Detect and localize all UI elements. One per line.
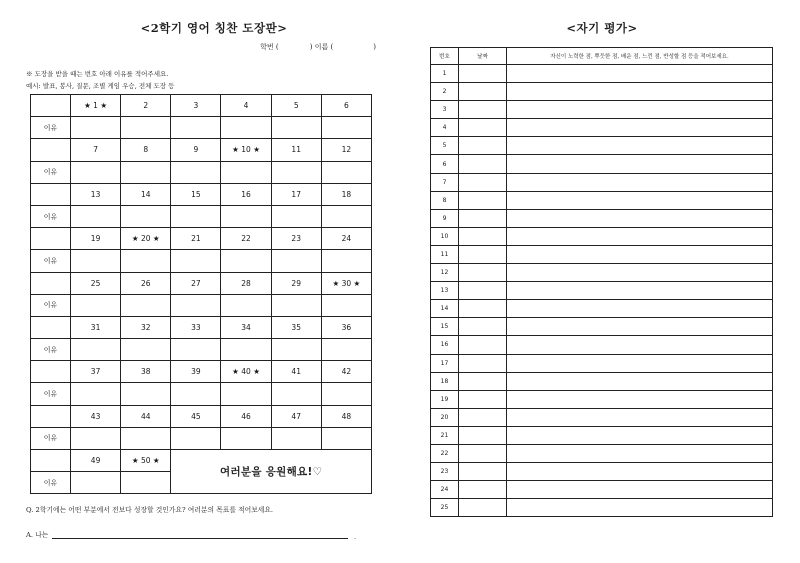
stamp-number-cell: 24 [321,228,371,250]
stamp-number-row [31,405,372,427]
stamp-number-cell: ★ 10 ★ [221,139,271,161]
date-cell[interactable] [459,354,507,372]
date-cell[interactable] [459,155,507,173]
evaluation-row [431,336,773,354]
table-header-row [431,48,773,65]
date-cell[interactable] [459,101,507,119]
header-date: 날짜 [459,48,507,65]
reason-label: 이유 [31,383,71,405]
stamp-number-cell: 15 [171,183,221,205]
stamp-number-cell: 2 [121,95,171,117]
stamp-number-cell: 22 [221,228,271,250]
stamp-number-cell: 46 [221,405,271,427]
stamp-number-cell: 43 [71,405,121,427]
row-number: 13 [431,282,459,300]
reason-row [31,250,372,272]
reason-cell[interactable] [221,427,271,449]
date-cell[interactable] [459,300,507,318]
row-number: 14 [431,300,459,318]
stamp-number-cell: ★ 30 ★ [321,272,371,294]
header-number: 번호 [431,48,459,65]
row-label-blank [31,139,71,161]
stamp-number-cell: ★ 50 ★ [121,450,171,472]
stamp-number-row [31,228,372,250]
row-number: 17 [431,354,459,372]
stamp-number-cell: 3 [171,95,221,117]
row-number: 1 [431,65,459,83]
date-cell[interactable] [459,137,507,155]
reason-row [31,383,372,405]
row-number: 2 [431,83,459,101]
evaluation-row [431,463,773,481]
stamp-number-row [31,183,372,205]
evaluation-row [431,444,773,462]
stamp-number-row [31,272,372,294]
stamp-number-cell: 11 [271,139,321,161]
reflection-cell[interactable] [507,65,773,83]
date-cell[interactable] [459,83,507,101]
row-number: 25 [431,499,459,517]
reflection-cell[interactable] [507,227,773,245]
reflection-cell[interactable] [507,481,773,499]
reflection-cell[interactable] [507,354,773,372]
reflection-cell[interactable] [507,372,773,390]
reflection-cell[interactable] [507,444,773,462]
answer-prefix: A. 나는 [26,531,49,539]
date-cell[interactable] [459,408,507,426]
reason-cell[interactable] [171,427,221,449]
stamp-number-cell: 17 [271,183,321,205]
reflection-cell[interactable] [507,119,773,137]
evaluation-row [431,426,773,444]
row-number: 10 [431,227,459,245]
stamp-number-cell: 25 [71,272,121,294]
row-number: 12 [431,264,459,282]
reason-cell[interactable] [271,117,321,139]
reason-label: 이유 [31,472,71,494]
reason-cell[interactable] [121,383,171,405]
evaluation-row [431,264,773,282]
header-reflection: 자신이 노력한 점, 뿌듯한 점, 배운 점, 느낀 점, 반성할 점 등을 적어보세요. [507,48,773,65]
evaluation-row [431,245,773,263]
reason-label: 이유 [31,294,71,316]
stamp-number-cell: 41 [271,361,321,383]
evaluation-row [431,227,773,245]
row-number: 21 [431,426,459,444]
row-label-blank [31,316,71,338]
date-cell[interactable] [459,463,507,481]
stamp-number-cell: 6 [321,95,371,117]
reason-cell[interactable] [121,472,171,494]
reason-cell[interactable] [321,250,371,272]
reason-cell[interactable] [271,161,321,183]
reflection-cell[interactable] [507,245,773,263]
reason-cell[interactable] [71,205,121,227]
evaluation-row [431,300,773,318]
date-cell[interactable] [459,65,507,83]
reason-cell[interactable] [321,117,371,139]
reason-cell[interactable] [171,250,221,272]
reason-cell[interactable] [221,383,271,405]
row-number: 6 [431,155,459,173]
stamp-number-cell: 21 [171,228,221,250]
stamp-number-row [31,450,372,472]
date-cell[interactable] [459,282,507,300]
reflection-cell[interactable] [507,390,773,408]
stamp-number-cell: 18 [321,183,371,205]
date-cell[interactable] [459,191,507,209]
reflection-cell[interactable] [507,318,773,336]
reason-cell[interactable] [321,339,371,361]
reflection-cell[interactable] [507,336,773,354]
reason-row [31,161,372,183]
reason-cell[interactable] [221,205,271,227]
reason-cell[interactable] [71,472,121,494]
reason-cell[interactable] [321,383,371,405]
reason-label: 이유 [31,117,71,139]
reflection-cell[interactable] [507,155,773,173]
stamp-number-cell: 48 [321,405,371,427]
stamp-number-cell: 12 [321,139,371,161]
row-number: 4 [431,119,459,137]
reason-cell[interactable] [221,339,271,361]
date-cell[interactable] [459,318,507,336]
row-number: 16 [431,336,459,354]
row-label-blank [31,228,71,250]
date-cell[interactable] [459,336,507,354]
reason-cell[interactable] [171,294,221,316]
reason-cell[interactable] [271,339,321,361]
date-cell[interactable] [459,390,507,408]
evaluation-row [431,155,773,173]
row-label-blank [31,183,71,205]
date-cell[interactable] [459,372,507,390]
stamp-number-cell: 8 [121,139,171,161]
stamp-number-cell: ★ 20 ★ [121,228,171,250]
reason-cell[interactable] [71,383,121,405]
reason-cell[interactable] [271,427,321,449]
row-number: 8 [431,191,459,209]
date-cell[interactable] [459,264,507,282]
reason-label: 이유 [31,205,71,227]
stamp-number-cell: 19 [71,228,121,250]
evaluation-row [431,481,773,499]
reason-cell[interactable] [121,339,171,361]
evaluation-row [431,209,773,227]
reflection-cell[interactable] [507,191,773,209]
stamp-number-row [31,139,372,161]
evaluation-row [431,408,773,426]
date-cell[interactable] [459,499,507,517]
stamp-number-cell: ★ 40 ★ [221,361,271,383]
reflection-cell[interactable] [507,408,773,426]
reason-cell[interactable] [321,294,371,316]
row-number: 3 [431,101,459,119]
reason-row [31,339,372,361]
stamp-number-cell: 27 [171,272,221,294]
reason-cell[interactable] [71,117,121,139]
row-number: 15 [431,318,459,336]
evaluation-row [431,65,773,83]
reason-cell[interactable] [271,383,321,405]
reflection-cell[interactable] [507,209,773,227]
evaluation-row [431,137,773,155]
reason-cell[interactable] [321,205,371,227]
evaluation-row [431,191,773,209]
stamp-number-cell: 26 [121,272,171,294]
reason-cell[interactable] [121,250,171,272]
answer-end: . [354,534,356,541]
reason-cell[interactable] [171,117,221,139]
stamp-number-cell: 36 [321,316,371,338]
row-number: 9 [431,209,459,227]
stamp-number-cell: 13 [71,183,121,205]
row-label-blank [31,405,71,427]
reflection-cell[interactable] [507,101,773,119]
evaluation-row [431,390,773,408]
reason-label: 이유 [31,161,71,183]
stamp-number-cell: 28 [221,272,271,294]
reason-cell[interactable] [121,205,171,227]
goal-question: Q. 2학기에는 어떤 부분에서 전보다 성장할 것인가요? 여러분의 목표를 적어보세요. [26,506,274,514]
reason-row [31,294,372,316]
stamp-number-row [31,361,372,383]
reason-cell[interactable] [171,205,221,227]
reflection-cell[interactable] [507,282,773,300]
stamp-number-cell: 23 [271,228,321,250]
reflection-cell[interactable] [507,137,773,155]
evaluation-row [431,354,773,372]
evaluation-row [431,83,773,101]
reflection-cell[interactable] [507,300,773,318]
reason-cell[interactable] [221,117,271,139]
reason-label: 이유 [31,427,71,449]
row-number: 11 [431,245,459,263]
date-cell[interactable] [459,481,507,499]
cheer-message: 여러분을 응원해요!♡ [171,450,372,494]
stamp-number-cell: 4 [221,95,271,117]
row-number: 18 [431,372,459,390]
reflection-cell[interactable] [507,426,773,444]
instruction-note: ※ 도장을 받을 때는 번호 아래 이유를 적어주세요. [26,70,169,78]
reason-cell[interactable] [71,339,121,361]
stamp-number-cell: 45 [171,405,221,427]
reason-cell[interactable] [271,250,321,272]
stamp-number-cell: 44 [121,405,171,427]
reflection-cell[interactable] [507,463,773,481]
student-id-name-line: 학번 ( ) 이름 ( ) [260,43,376,51]
stamp-number-row [31,95,372,117]
reason-row [31,205,372,227]
date-cell[interactable] [459,444,507,462]
reflection-cell[interactable] [507,173,773,191]
date-cell[interactable] [459,173,507,191]
stamp-number-cell: 49 [71,450,121,472]
stamp-number-cell: 38 [121,361,171,383]
reason-cell[interactable] [221,161,271,183]
evaluation-row [431,372,773,390]
evaluation-row [431,499,773,517]
stamp-number-cell: 32 [121,316,171,338]
stamp-number-cell: 16 [221,183,271,205]
answer-blank[interactable] [52,530,348,539]
date-cell[interactable] [459,119,507,137]
reason-cell[interactable] [71,161,121,183]
stamp-number-cell: 29 [271,272,321,294]
stamp-number-cell: 5 [271,95,321,117]
row-number: 7 [431,173,459,191]
date-cell[interactable] [459,209,507,227]
reason-row [31,427,372,449]
stamp-number-cell: 42 [321,361,371,383]
row-number: 23 [431,463,459,481]
date-cell[interactable] [459,245,507,263]
stamp-number-cell: 31 [71,316,121,338]
date-cell[interactable] [459,227,507,245]
evaluation-row [431,101,773,119]
row-number: 20 [431,408,459,426]
stamp-number-cell: 9 [171,139,221,161]
reason-label: 이유 [31,339,71,361]
stamp-number-cell: 47 [271,405,321,427]
evaluation-row [431,318,773,336]
row-number: 24 [431,481,459,499]
date-cell[interactable] [459,426,507,444]
reason-cell[interactable] [71,250,121,272]
stamp-number-row [31,316,372,338]
reflection-cell[interactable] [507,499,773,517]
reason-cell[interactable] [121,161,171,183]
reason-cell[interactable] [321,427,371,449]
stamp-board-title: <2학기 영어 칭찬 도장판> [140,21,288,35]
reason-cell[interactable] [121,117,171,139]
row-label-blank [31,272,71,294]
reason-cell[interactable] [221,294,271,316]
reason-cell[interactable] [321,161,371,183]
reason-row [31,117,372,139]
stamp-number-cell: 37 [71,361,121,383]
row-label-blank [31,95,71,117]
reflection-cell[interactable] [507,264,773,282]
reason-cell[interactable] [121,294,171,316]
reflection-cell[interactable] [507,83,773,101]
evaluation-row [431,119,773,137]
evaluation-row [431,173,773,191]
stamp-number-cell: 33 [171,316,221,338]
reason-cell[interactable] [271,205,321,227]
stamp-number-cell: 34 [221,316,271,338]
stamp-number-cell: 35 [271,316,321,338]
stamp-number-cell: 39 [171,361,221,383]
stamp-table [30,94,372,494]
goal-answer-line[interactable] [26,529,356,539]
self-evaluation-table [430,47,773,517]
row-number: 5 [431,137,459,155]
row-label-blank [31,361,71,383]
reason-label: 이유 [31,250,71,272]
row-number: 19 [431,390,459,408]
stamp-number-cell: 7 [71,139,121,161]
reason-cell[interactable] [171,161,221,183]
stamp-number-cell: ★ 1 ★ [71,95,121,117]
instruction-example: 예시: 발표, 봉사, 질문, 조별 게임 우승, 전체 도장 등 [26,82,175,90]
reason-cell[interactable] [171,339,221,361]
self-evaluation-title: <자기 평가> [566,21,638,35]
reason-cell[interactable] [71,427,121,449]
reason-cell[interactable] [221,250,271,272]
reason-cell[interactable] [71,294,121,316]
reason-cell[interactable] [171,383,221,405]
row-number: 22 [431,444,459,462]
reason-cell[interactable] [271,294,321,316]
reason-cell[interactable] [121,427,171,449]
row-label-blank [31,450,71,472]
evaluation-row [431,282,773,300]
stamp-number-cell: 14 [121,183,171,205]
